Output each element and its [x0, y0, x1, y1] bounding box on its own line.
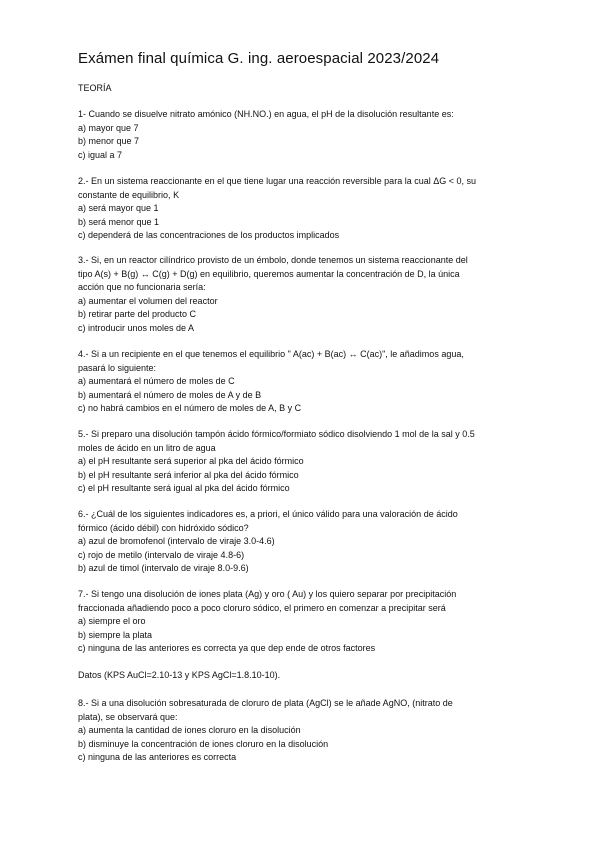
question-stem-line: 5.- Si preparo una disolución tampón ácido fórmico/formiato sódico disolviendo 1 mol de la sal y 0.5 [78, 429, 475, 439]
answer-option: a) aumentar el volumen del reactor [78, 295, 218, 306]
answer-option: c) introducir unos moles de A [78, 322, 195, 333]
exam-title: Exámen final química G. ing. aeroespacial 2023/2024 [78, 50, 440, 67]
answer-option: b) azul de timol (intervalo de viraje 8.0-9.6) [78, 563, 249, 573]
section-heading: TEORÍA [78, 83, 112, 93]
question-stem-line: plata), se observará que: [78, 711, 178, 722]
answer-option: c) el pH resultante será igual al pka del ácido fórmico [78, 483, 290, 493]
question-3 [78, 254, 528, 335]
answer-option: a) el pH resultante será superior al pka del ácido fórmico [78, 456, 304, 466]
answer-option: c) rojo de metilo (intervalo de viraje 4.8-6) [78, 549, 245, 560]
question-stem-line: 1- Cuando se disuelve nitrato amónico (NH.NO.) en agua, el pH de la disolución resultante es: [78, 109, 454, 119]
question-1 [78, 108, 528, 162]
question-stem-line: moles de ácido en un litro de agua [78, 442, 216, 453]
question-4 [78, 348, 528, 416]
question-8 [78, 697, 528, 765]
question-stem-line: acción que no funcionaria sería: [78, 282, 206, 292]
answer-option: c) dependerá de las concentraciones de los productos implicados [78, 230, 340, 240]
answer-option: b) será menor que 1 [78, 216, 160, 227]
question-2 [78, 175, 528, 243]
question-stem-line: fórmico (ácido débil) con hidróxido sódico? [78, 522, 249, 533]
answer-option: a) mayor que 7 [78, 122, 139, 133]
answer-option: c) no habrá cambios en el número de moles de A, B y C [78, 403, 302, 413]
question-stem-line: 7.- Si tengo una disolución de iones plata (Ag) y oro ( Au) y los quiero separar por precipitación [78, 589, 457, 599]
answer-option: c) igual a 7 [78, 149, 123, 160]
answer-option: b) menor que 7 [78, 136, 140, 146]
answer-option: c) ninguna de las anteriores es correcta ya que dep ende de otros factores [78, 643, 376, 653]
question-5 [78, 428, 528, 496]
question-stem-line: 8.- Si a una disolución sobresaturada de cloruro de plata (AgCl) se le añade AgNO, (nitrato de [78, 698, 453, 708]
answer-option: a) azul de bromofenol (intervalo de viraje 3.0-4.6) [78, 536, 275, 546]
question-stem-line: pasará lo siguiente: [78, 362, 157, 373]
question-stem-line: fraccionada añadiendo poco a poco cloruro sódico, el primero en comenzar a precipitar será [78, 602, 446, 613]
answer-option: a) aumenta la cantidad de iones cloruro en la disolución [78, 725, 301, 735]
answer-option: a) aumentará el número de moles de C [78, 376, 235, 386]
answer-option: a) siempre el oro [78, 616, 146, 626]
answer-option: b) disminuye la concentración de iones cloruro en la disolución [78, 738, 329, 749]
answer-option: b) aumentará el número de moles de A y de B [78, 389, 262, 400]
question-7 [78, 588, 528, 656]
question-stem-line: tipo A(s) + B(g) ↔ C(g) + D(g) en equilibrio, queremos aumentar la concentración de D, la única [78, 268, 460, 279]
question-6 [78, 508, 528, 576]
question-stem-line: 2.- En un sistema reaccionante en el que tiene lugar una reacción reversible para la cual ΔG < 0, su [78, 176, 476, 186]
question-stem-line: constante de equilibrio, K [78, 189, 180, 200]
answer-option: b) siempre la plata [78, 629, 153, 640]
question-stem-line: 4.- Si a un recipiente en el que tenemos el equilibrio " A(ac) + B(ac) ↔ C(ac)", le añadimos agua, [78, 349, 464, 359]
question-stem-line: 3.- Si, en un reactor cilíndrico provisto de un émbolo, donde tenemos un sistema reaccionante del [78, 255, 468, 265]
answer-option: b) retirar parte del producto C [78, 309, 197, 319]
answer-option: a) será mayor que 1 [78, 203, 159, 213]
data-note: Datos (KPS AuCl=2.10-13 y KPS AgCl=1.8.10-10). [78, 670, 281, 680]
answer-option: b) el pH resultante será inferior al pka del ácido fórmico [78, 469, 299, 480]
question-stem-line: 6.- ¿Cuál de los siguientes indicadores es, a priori, el único válido para una valoración de ácido [78, 509, 458, 519]
answer-option: c) ninguna de las anteriores es correcta [78, 752, 237, 762]
